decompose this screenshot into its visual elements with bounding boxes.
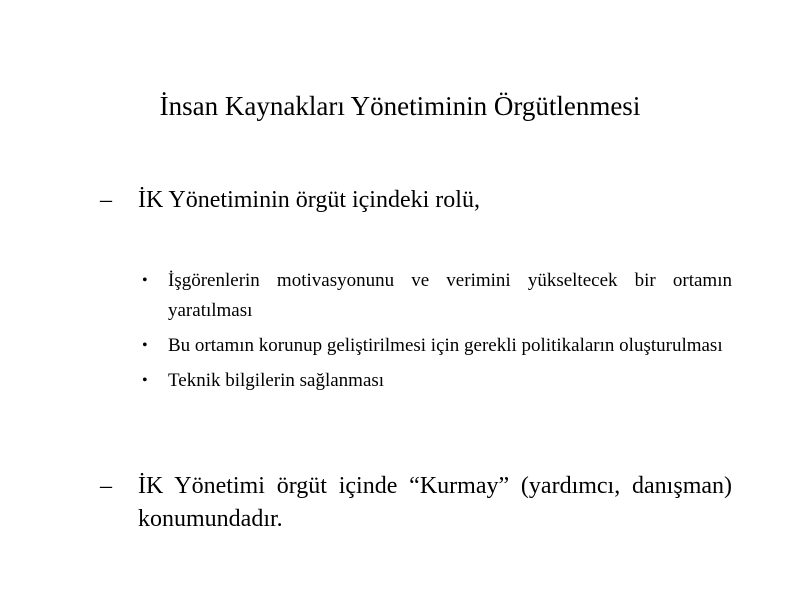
sub-list-item xyxy=(142,331,732,361)
dot-bullet-icon: • xyxy=(142,272,148,289)
sub-list xyxy=(142,266,732,401)
dot-bullet-icon: • xyxy=(142,337,148,354)
sub-list-item xyxy=(142,266,732,326)
dash-bullet-icon: – xyxy=(100,187,112,213)
main-item-text: İK Yönetiminin örgüt içindeki rolü, xyxy=(138,187,480,213)
sub-item-text: Teknik bilgilerin sağlanması xyxy=(168,370,385,391)
sub-item-text: Bu ortamın korunup geliştirilmesi için gerekli politikaların oluşturulması xyxy=(168,335,723,356)
sub-list-item xyxy=(142,366,732,396)
main-item-text: İK Yönetimi örgüt içinde “Kurmay” (yardımcı, danışman) konumundadır. xyxy=(138,473,732,532)
slide-title: İnsan Kaynakları Yönetiminin Örgütlenmesi xyxy=(159,91,641,121)
dash-bullet-icon: – xyxy=(100,473,112,499)
sub-item-text: İşgörenlerin motivasyonunu ve verimini yükseltecek bir ortamın yaratılması xyxy=(168,270,732,321)
dot-bullet-icon: • xyxy=(142,372,148,389)
